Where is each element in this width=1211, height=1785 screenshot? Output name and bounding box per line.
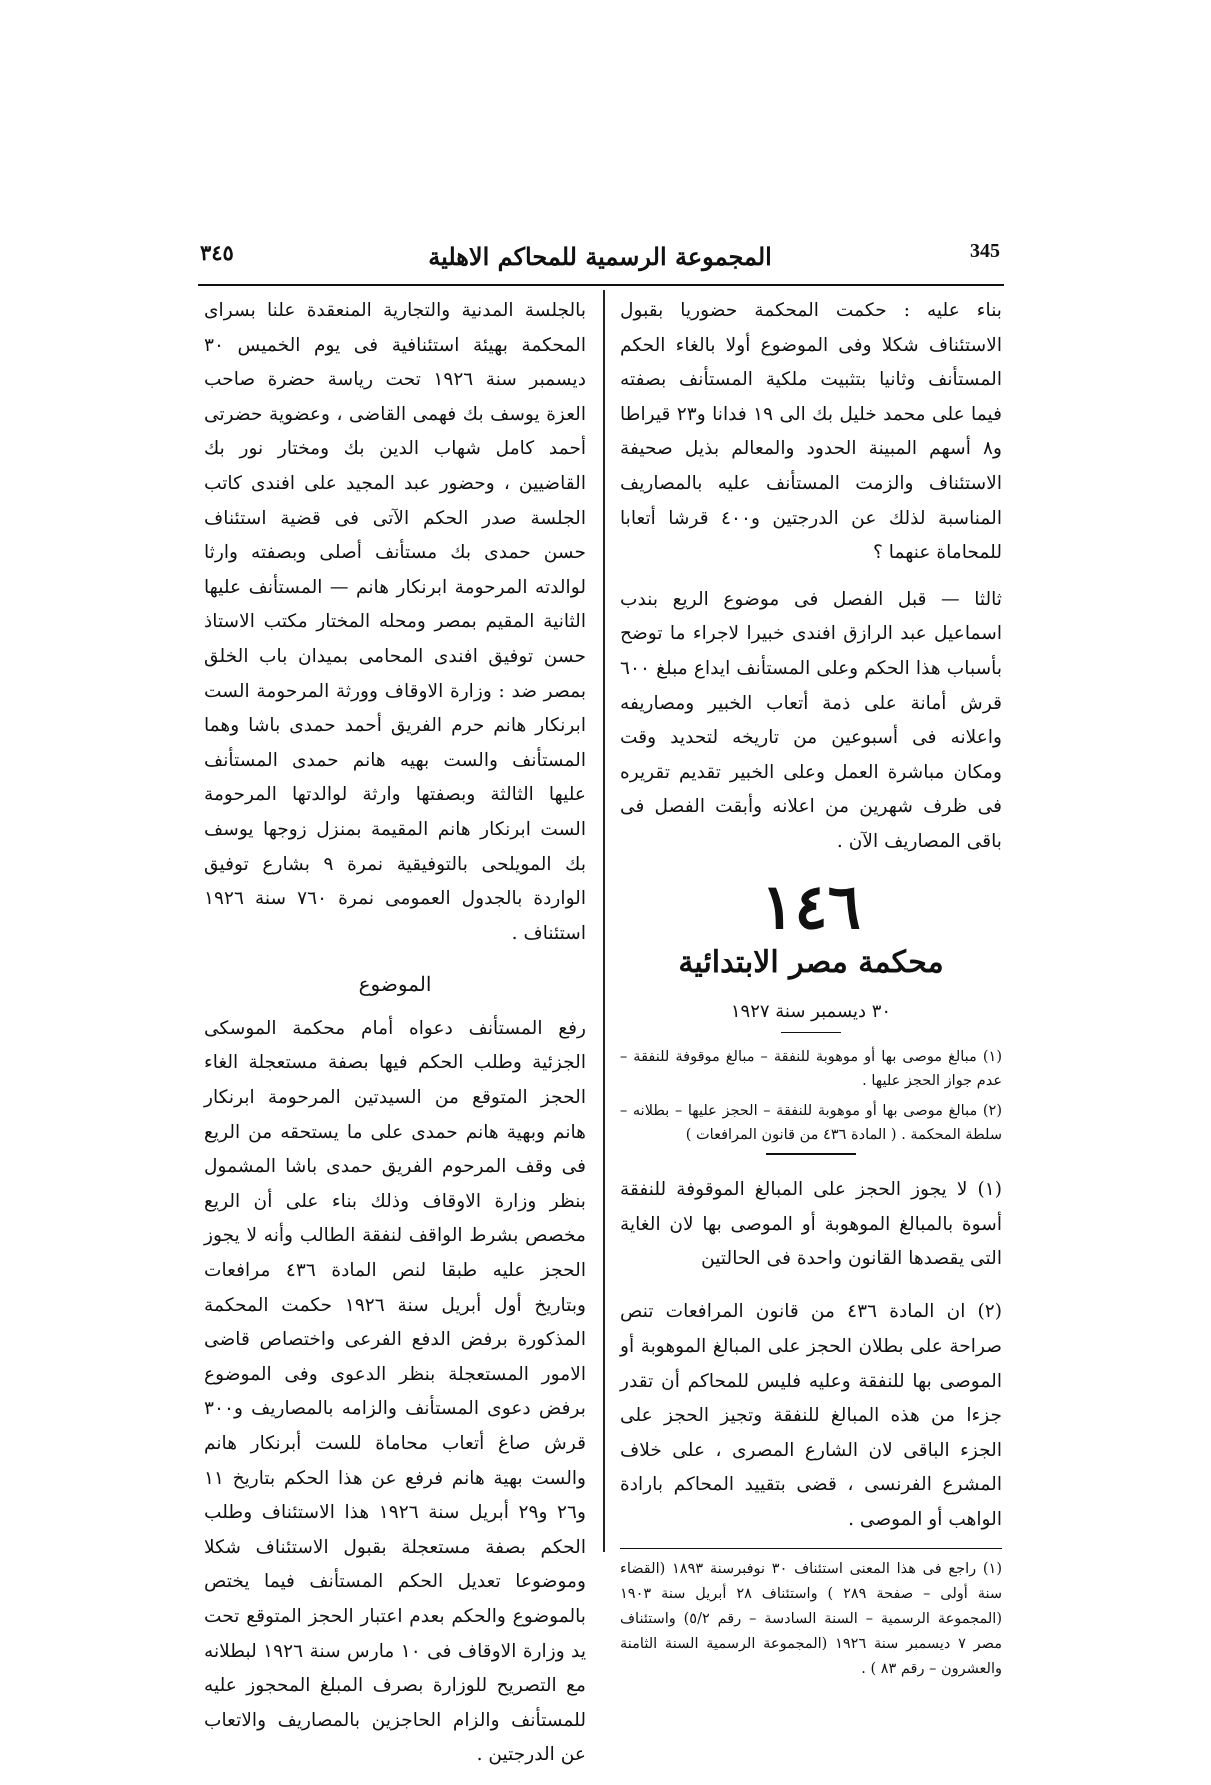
- date-rule: [781, 1032, 841, 1034]
- judgment-date: ٣٠ ديسمبر سنة ١٩٢٧: [730, 1000, 892, 1022]
- subject-paragraph: رفع المستأنف دعواه أمام محكمة الموسكى الجزئية وطلب الحكم فيها بصفة مستعجلة الغاء الحجز المتوقع من السيدتين المرحومة ابرنكار هانم وبهية هانم حمدى على ما يستحقه من الريع فى وقف المرحوم الفريق حمدى باشا المشمول بنظر وزارة الاوقاف وذلك بناء على أن الريع مخصص بشرط الواقف لنفقة الطالب وأنه لا يجوز الحجز عليه طبقا لنص المادة ٤٣٦ مرافعات وبتاريخ أول أبريل سنة ١٩٢٦ حكمت المحكمة المذكورة برفض الدفع الفرعى واختصاص قاضى الامور المستعجلة بنظر الدعوى وفى الموضوع برفض دعوى المستأنف والزامه بالمصاريف و٣٠٠ قرش صاغ أتعاب محاماة للست أبرنكار هانم والست بهية هانم فرفع عن هذا الحكم بتاريخ ١١ و٢٦ و٢٩ أبريل سنة ١٩٢٦ هذا الاستئناف وطلب الحكم بصفة مستعجلة بقبول الاستئناف شكلا وموضوعا تعديل الحكم المستأنف فيما يختص بالموضوع والحكم بعدم اعتبار الحجز المتوقع تحت يد وزارة الاوقاف فى ١٠ مارس سنة ١٩٢٦ لبطلانه مع التصريح للوزارة بصرف المبلغ المحجوز عليه للمستأنف والزام الحاجزين بالمصاريف والاتعاب عن الدرجتين .: [204, 1017, 587, 1766]
- footnote: (١) راجع فى هذا المعنى استئناف ٣٠ نوفبرسنة ١٨٩٣ (القضاء سنة أولى – صفحة ٢٨٩ ) واستئناف ٢٨ أبريل سنة ١٩٠٣ (المجموعة الرسمية – السنة السادسة – رقم ٥/٢) واستئناف مصر ٧ ديسمبر سنة ١٩٢٦ (المجموعة الرسمية السنة الثامنة والعشرون – رقم ٨٣ ) .: [620, 1561, 1002, 1678]
- principle-paragraph: (٢) ان المادة ٤٣٦ من قانون المرافعات تنص صراحة على بطلان الحجز على المبالغ الموهوبة أو الموصى بها للنفقة وعليه فليس للمحاكم أن تقدر جزءا من هذه المبالغ للنفقة وتجيز الحجز على الجزء الباقى لان الشارع المصرى ، على خلاف المشرع الفرنسى ، قضى بتقييد المحاكم بارادة الواهب أو الموصى .: [620, 1301, 1003, 1531]
- page-number-latin: 345: [970, 240, 1000, 262]
- running-title: المجموعة الرسمية للمحاكم الاهلية: [428, 242, 772, 271]
- case-number: ١٤٦: [761, 869, 861, 943]
- header-rule: [198, 284, 1004, 286]
- summary-item: (١) مبالغ موصى بها أو موهوبة للنفقة – مبالغ موقوفة للنفقة – عدم جواز الحجز عليها .: [620, 1049, 1002, 1089]
- court-name: محكمة مصر الابتدائية: [678, 944, 944, 980]
- ruling-paragraph: بناء عليه : حكمت المحكمة حضوريا بقبول الاستئناف شكلا وفى الموضوع أولا بالغاء الحكم المستأنف وثانيا بتثبيت ملكية المستأنف بصفته فيما على محمد خليل بك الى ١٩ فدانا و٢٣ قيراطا و٨ أسهم المبينة الحدود والمعالم بذيل صحيفة الاستئناف والزمت المستأنف عليه بالمصاريف المناسبة لذلك عن الدرجتين و٤٠٠ قرشا أتعابا للمحاماة عنهما ؟: [620, 300, 1002, 564]
- ruling-paragraph: ثالثا — قبل الفصل فى موضوع الريع بندب اسماعيل عبد الرازق افندى خبيرا لاجراء ما توضح بأسباب هذا الحكم وعلى المستأنف ايداع مبلغ ٦٠٠ قرش أمانة على ذمة أتعاب الخبير ومصاريفه واعلانه فى أسبوعين من تاريخه لتحديد وقت ومكان مباشرة العمل وعلى الخبير تقديم تقريره فى ظرف شهرين من اعلانه وأبقت الفصل فى باقى المصاريف الآن .: [620, 588, 1002, 852]
- session-intro-paragraph: بالجلسة المدنية والتجارية المنعقدة علنا بسراى المحكمة بهيئة استئنافية فى يوم الخميس ٣٠ ديسمبر سنة ١٩٢٦ تحت رياسة حضرة صاحب العزة يوسف بك فهمى القاضى ، وعضوية حضرتى أحمد كامل شهاب الدين بك ومختار نور بك القاضيين ، وحضور عبد المجيد على افندى كاتب الجلسة صدر الحكم الآتى فى قضية استئناف حسن حمدى بك مستأنف أصلى وبصفته وارثا لوالدته المرحومة ابرنكار هانم — المستأنف عليها الثانية المقيم بمصر ومحله المختار مكتب الاستاذ حسن توفيق افندى المحامى بميدان باب الخلق بمصر ضد : وزارة الاوقاف وورثة المرحومة الست ابرنكار هانم حرم الفريق أحمد حمدى باشا وهما المستأنف والست بهيه هانم حمدى المستأنف عليها الثالثة وبصفتها وارثة لوالدتها المرحومة الست ابرنكار هانم المقيمة بمنزل زوجها يوسف بك المويلحى بالتوفيقية نمرة ٩ بشارع توفيق الواردة بالجدول العمومى نمرة ٧٦٠ سنة ١٩٢٦ استئناف .: [204, 300, 587, 944]
- right-column: [620, 294, 1002, 1682]
- column-divider: [603, 290, 605, 1552]
- page-number-arabic: ٣٤٥: [200, 240, 234, 265]
- page-header: [200, 236, 1000, 280]
- summary-item: (٢) مبالغ موصى بها أو موهوبة للنفقة – الحجز عليها – بطلانه – سلطة المحكمة . ( المادة ٤٣٦ من قانون المرافعات ): [620, 1103, 1002, 1143]
- principle-paragraph: (١) لا يجوز الحجز على المبالغ الموقوفة للنفقة أسوة بالمبالغ الموهوبة أو الموصى بها لان الغاية التى يقصدها القانون واحدة فى الحالتين: [620, 1179, 1002, 1270]
- summary-rule: [766, 1153, 856, 1155]
- subject-heading: الموضوع: [358, 972, 432, 997]
- footnote-rule: [620, 1548, 1002, 1550]
- left-column: [204, 294, 586, 1785]
